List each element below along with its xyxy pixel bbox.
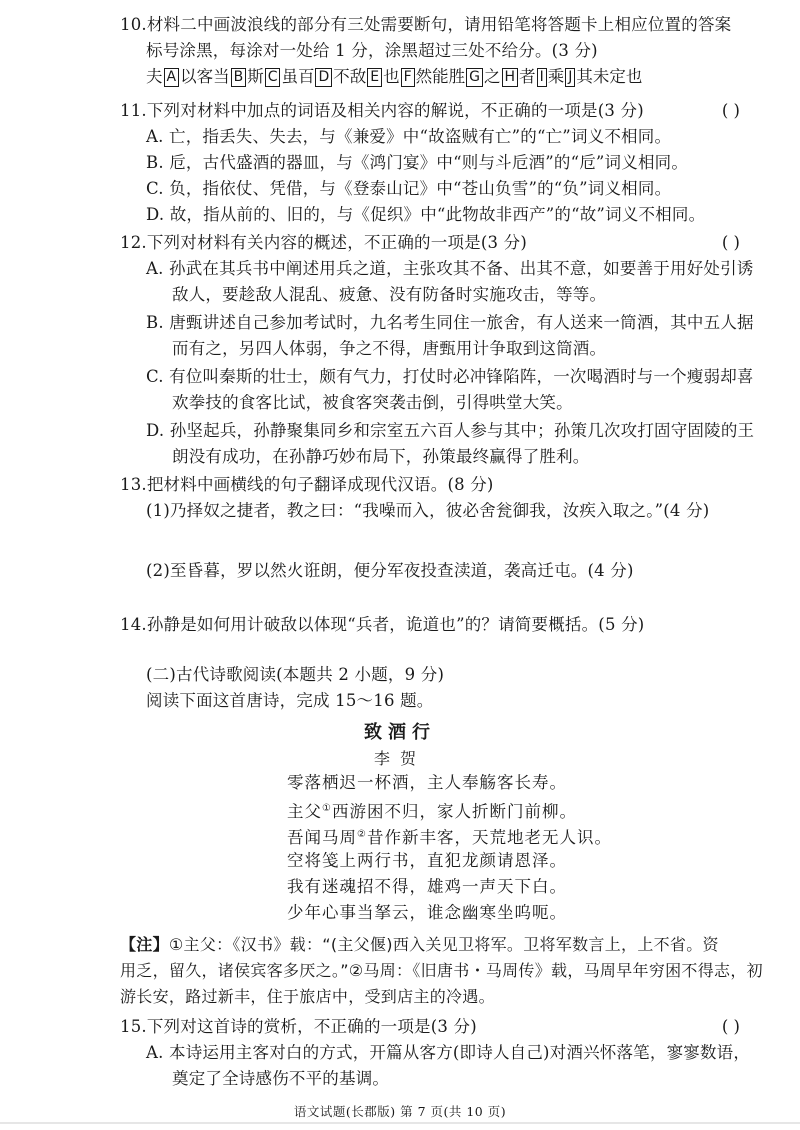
- note-marker-2: ②: [357, 829, 367, 840]
- poem-line-4: 空将笺上两行书，直犯龙颜请恩泽。: [287, 851, 567, 870]
- q10-stem-line2: 标号涂黑，每涂对一处给 1 分，涂黑超过三处不给分。(3 分): [146, 41, 598, 60]
- page-footer: 语文试题(长郡版) 第 7 页(共 10 页): [293, 1104, 507, 1119]
- q10-answer-box-f: F: [401, 68, 415, 87]
- q12-option-b-line1: B. 唐甄讲述自己参加考试时，九名考生同住一旅舍，有人送来一筒酒，其中五人据: [146, 313, 754, 332]
- section-heading: (二)古代诗歌阅读(本题共 2 小题，9 分): [146, 665, 445, 684]
- section-intro: 阅读下面这首唐诗，完成 15～16 题。: [146, 691, 434, 710]
- q15-stem: 15.下列对这首诗的赏析，不正确的一项是(3 分): [120, 1017, 477, 1036]
- q10-text-segment: 斯: [247, 67, 264, 86]
- poem-line-2-head: 主父: [287, 802, 322, 821]
- poem-line-3-rest: 昔作新丰客，天荒地老无人识。: [366, 828, 612, 847]
- q13-sentence-2: (2)至昏暮，罗以然火诳朗，便分军夜投查渎道，袭高迁屯。(4 分): [146, 561, 634, 580]
- poem-line-3: [287, 824, 612, 849]
- q12-option-c-line1: C. 有位叫秦斯的壮士，颇有气力，打仗时必冲锋陷阵，一次喝酒时与一个瘦弱却喜: [146, 367, 754, 386]
- q10-sentence-with-boxes: [146, 66, 642, 88]
- q11-option-c: C. 负，指依仗、凭借，与《登泰山记》中“苍山负雪”的“负”词义相同。: [146, 179, 672, 198]
- q10-text-segment: 虽百: [281, 67, 315, 86]
- bottom-divider: [0, 1122, 800, 1124]
- poem-line-3-head: 吾闻马周: [287, 828, 357, 847]
- q10-answer-box-h: H: [502, 68, 519, 87]
- poem-author: 李贺: [373, 749, 426, 768]
- q10-text-segment: 也: [383, 67, 400, 86]
- q10-answer-box-j: J: [565, 68, 575, 87]
- q15-option-a-line2: 奠定了全诗感伤不平的基调。: [172, 1069, 390, 1088]
- note-line-3: 游长安，路过新丰，住于旅店中，受到店主的冷遇。: [120, 987, 495, 1006]
- note-marker-1: ①: [322, 803, 332, 814]
- q10-text-segment: 者: [519, 67, 536, 86]
- q12-option-c-line2: 欢拳技的食客比试，被食客突袭击倒，引得哄堂大笑。: [172, 393, 573, 412]
- note-line-1: [120, 934, 719, 956]
- q13-sentence-1: (1)乃择奴之捷者，教之曰：“我噪而入，彼必舍瓮御我，汝疾入取之。”(4 分): [146, 501, 710, 520]
- q10-answer-box-c: C: [265, 68, 281, 87]
- q13-stem: 13.把材料中画横线的句子翻译成现代汉语。(8 分): [120, 475, 494, 494]
- q10-stem-line1: 10.材料二中画波浪线的部分有三处需要断句，请用铅笔将答题卡上相应位置的答案: [120, 15, 732, 34]
- q10-text-segment: 不敌: [333, 67, 367, 86]
- q11-stem: 11.下列对材料中加点的词语及相关内容的解说，不正确的一项是(3 分): [120, 101, 644, 120]
- q10-answer-box-b: B: [231, 68, 247, 87]
- q12-option-d-line2: 朗没有成功，在孙静巧妙布局下，孙策最终赢得了胜利。: [172, 447, 590, 466]
- poem-line-2-rest: 西游困不归，家人折断门前柳。: [331, 802, 577, 821]
- q11-option-b: B. 卮，古代盛酒的器皿，与《鸿门宴》中“则与斗卮酒”的“卮”词义相同。: [146, 153, 689, 172]
- q11-option-d: D. 故，指从前的、旧的，与《促织》中“此物故非西产”的“故”词义不相同。: [146, 205, 706, 224]
- poem-line-1: 零落栖迟一杯酒，主人奉觞客长寿。: [287, 773, 567, 792]
- q10-text-segment: 夫: [146, 67, 163, 86]
- poem-line-6: 少年心事当拏云，谁念幽寒坐呜呃。: [287, 903, 567, 922]
- q12-option-a-line1: A. 孙武在其兵书中阐述用兵之道，主张攻其不备、出其不意，如要善于用好处引诱: [146, 259, 754, 278]
- q10-text-segment: 乘: [547, 67, 565, 86]
- q15-option-a-line1: A. 本诗运用主客对白的方式，开篇从客方(即诗人自己)对酒兴怀落笔，寥寥数语，: [146, 1043, 751, 1062]
- q14-stem: 14.孙静是如何用计破敌以体现“兵者，诡道也”的？请简要概括。(5 分): [120, 615, 645, 634]
- q10-text-segment: 之: [484, 67, 501, 86]
- q10-text-segment: 以客当: [180, 67, 230, 86]
- poem-line-2: [287, 798, 577, 823]
- q10-answer-box-d: D: [315, 68, 332, 87]
- q12-stem: 12.下列对材料有关内容的概述，不正确的一项是(3 分): [120, 233, 527, 252]
- q11-answer-blank: ( ): [721, 101, 740, 120]
- q10-text-segment: 然能胜: [415, 67, 466, 86]
- note-line-2: 用乏，留久，诸侯宾客多厌之。”②马周：《旧唐书・马周传》载，马周早年穷困不得志，初: [120, 961, 763, 980]
- q11-option-a: A. 亡，指丢失、失去，与《兼爱》中“故盗贼有亡”的“亡”词义不相同。: [146, 127, 672, 146]
- note-label: 【注】: [120, 935, 169, 954]
- q10-answer-box-g: G: [466, 68, 483, 87]
- q10-answer-box-i: I: [537, 68, 547, 87]
- q10-text-segment: 其未定也: [576, 67, 643, 86]
- q12-option-d-line1: D. 孙坚起兵，孙静聚集同乡和宗室五六百人参与其中；孙策几次攻打固守固陵的王: [146, 421, 755, 440]
- q12-option-a-line2: 敌人，要趁敌人混乱、疲惫、没有防备时实施攻击，等等。: [172, 285, 607, 304]
- q12-option-b-line2: 而有之，另四人体弱，争之不得，唐甄用计争取到这筒酒。: [172, 339, 607, 358]
- q12-answer-blank: ( ): [721, 233, 740, 252]
- q10-answer-box-e: E: [367, 68, 382, 87]
- poem-title: 致酒行: [364, 722, 436, 743]
- note-line-1-text: ①主父：《汉书》载：“(主父偃)西入关见卫将军。卫将军数言上，上不省。资: [168, 935, 719, 954]
- q10-answer-box-a: A: [164, 68, 180, 87]
- q15-answer-blank: ( ): [721, 1017, 740, 1036]
- poem-line-5: 我有迷魂招不得，雄鸡一声天下白。: [287, 877, 567, 896]
